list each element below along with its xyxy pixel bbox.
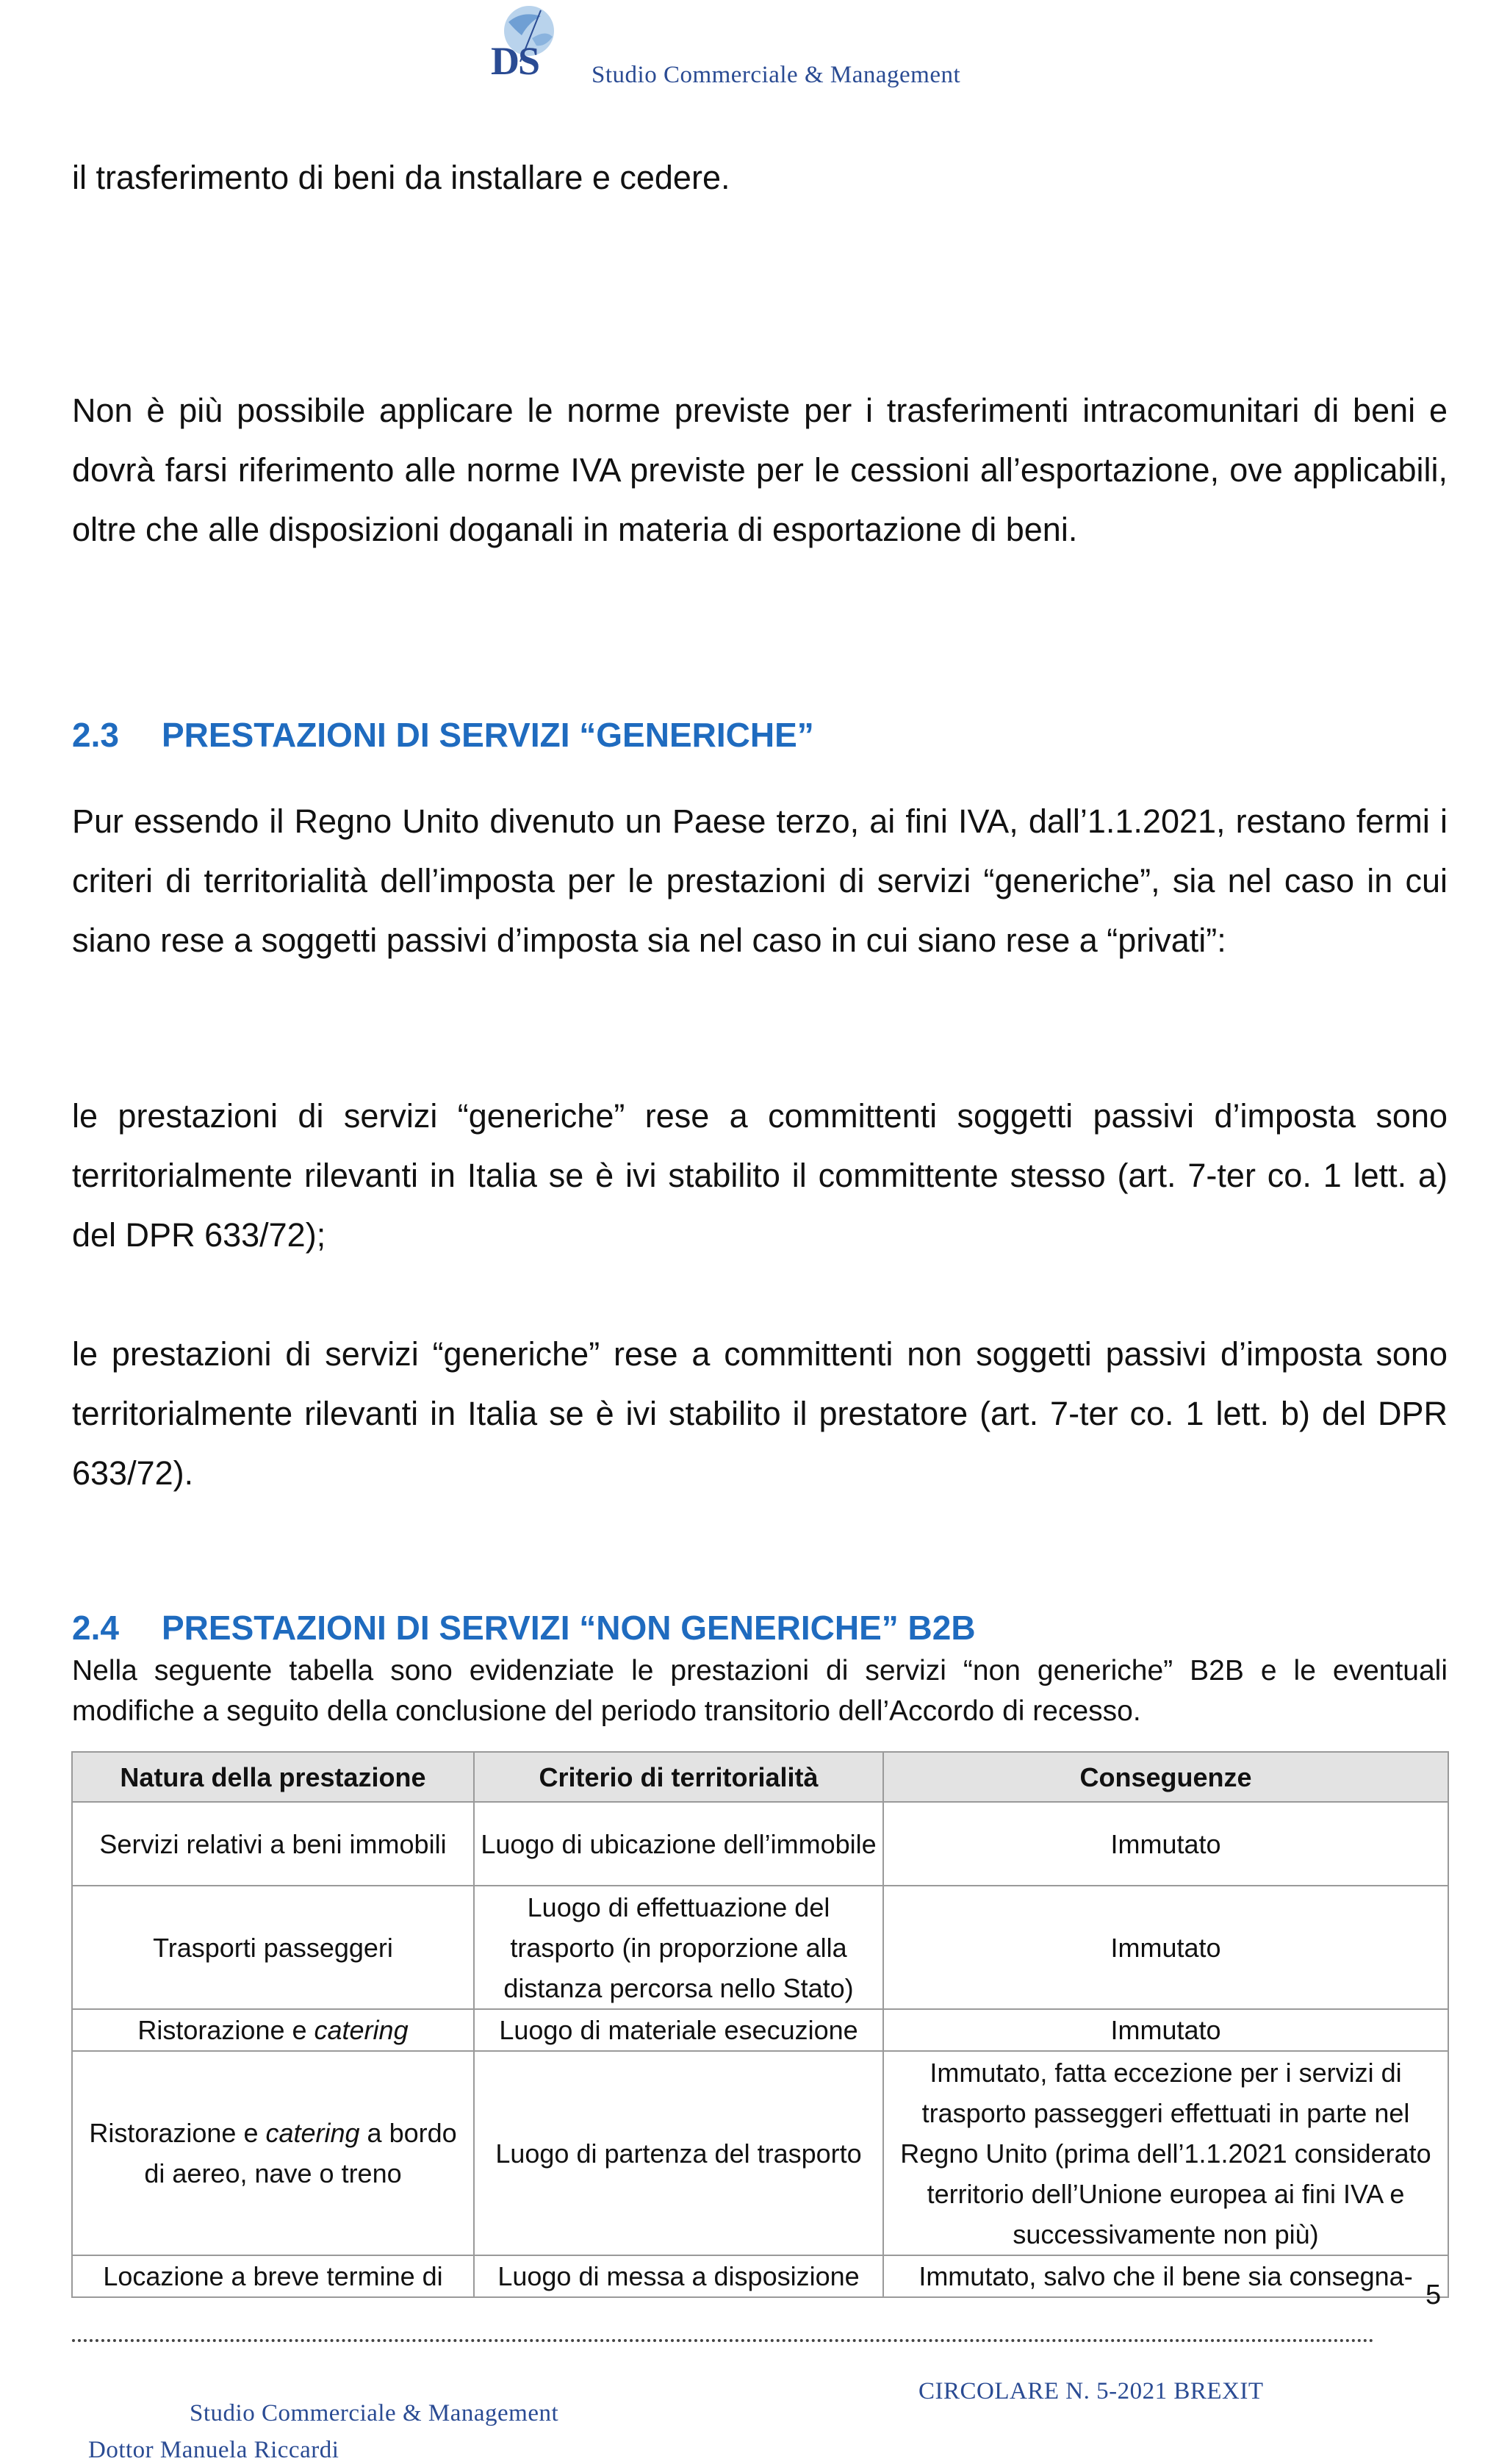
table-intro: Nella seguente tabella sono evidenziate le prestazioni di servizi “non generiche” B2B e le eventuali modifiche a seguito della conclusione del periodo transitorio dell’Accordo di recesso.	[72, 1655, 1448, 1727]
column-header: Criterio di territorialità	[474, 1752, 883, 1802]
table-row	[72, 2255, 1448, 2297]
section-number: 2.4	[72, 1609, 119, 1647]
header-firm-name: Studio Commerciale & Management	[592, 62, 961, 88]
section-heading-2-3	[72, 715, 814, 755]
cell-criterio: Luogo di materiale esecuzione	[474, 2009, 883, 2051]
table-row	[72, 1886, 1448, 2009]
cell-criterio: Luogo di effettuazione del trasporto (in proporzione alla distanza percorsa nello Stato)	[474, 1886, 883, 2009]
page-number: 5	[1425, 2280, 1442, 2310]
column-header: Natura della prestazione	[72, 1752, 474, 1802]
section-heading-2-4	[72, 1608, 976, 1648]
cell-natura: Ristorazione e catering	[72, 2009, 474, 2051]
cell-criterio: Luogo di ubicazione dell’immobile	[474, 1802, 883, 1886]
section-title: PRESTAZIONI DI SERVIZI “GENERICHE”	[162, 716, 814, 754]
cell-criterio: Luogo di partenza del trasporto	[474, 2051, 883, 2255]
footer-author: Dottor Manuela Riccardi	[88, 2437, 339, 2463]
cell-natura: Ristorazione e catering a bordo di aereo, nave o treno	[72, 2051, 474, 2255]
section-title: PRESTAZIONI DI SERVIZI “NON GENERICHE” B2B	[162, 1609, 976, 1647]
footer-firm-name: Studio Commerciale & Management	[190, 2400, 559, 2427]
cell-conseguenze: Immutato	[883, 1802, 1448, 1886]
services-table	[71, 1751, 1449, 2298]
footer-divider	[72, 2339, 1374, 2342]
logo-text: DS	[491, 39, 539, 83]
table-header-row	[72, 1752, 1448, 1802]
cell-natura: Locazione a breve termine di	[72, 2255, 474, 2297]
cell-criterio: Luogo di messa a disposizione	[474, 2255, 883, 2297]
paragraph-3: Pur essendo il Regno Unito divenuto un Paese terzo, ai fini IVA, dall’1.1.2021, restano fermi i criteri di territorialità dell’imposta per le prestazioni di servizi “generiche”, sia nel caso in cui siano rese a soggetti passivi d’imposta sia nel caso in cui siano rese a “privati”:	[72, 802, 1448, 959]
paragraph-1: il trasferimento di beni da installare e cedere.	[72, 159, 730, 196]
section-number: 2.3	[72, 716, 119, 754]
table-row	[72, 1802, 1448, 1886]
cell-conseguenze: Immutato, salvo che il bene sia consegna-	[883, 2255, 1448, 2297]
cell-conseguenze: Immutato	[883, 2009, 1448, 2051]
studio-logo	[478, 0, 580, 88]
paragraph-4: le prestazioni di servizi “generiche” rese a committenti soggetti passivi d’imposta sono territorialmente rilevanti in Italia se è ivi stabilito il committente stesso (art. 7-ter co. 1 lett. a) del DPR 633/72);	[72, 1097, 1448, 1254]
footer-circolare: CIRCOLARE N. 5-2021 BREXIT	[918, 2378, 1264, 2404]
cell-natura: Trasporti passeggeri	[72, 1886, 474, 2009]
paragraph-2: Non è più possibile applicare le norme previste per i trasferimenti intracomunitari di beni e dovrà farsi riferimento alle norme IVA previste per le cessioni all’esportazione, ove applicabili, oltre che alle disposizioni doganali in materia di esportazione di beni.	[72, 392, 1448, 548]
table-row	[72, 2051, 1448, 2255]
cell-conseguenze: Immutato, fatta eccezione per i servizi di trasporto passeggeri effettuati in parte nel Regno Unito (prima dell’1.1.2021 considerato territorio dell’Unione europea ai fini IVA e successivamente non più)	[883, 2051, 1448, 2255]
paragraph-5: le prestazioni di servizi “generiche” rese a committenti non soggetti passivi d’imposta sono territorialmente rilevanti in Italia se è ivi stabilito il prestatore (art. 7-ter co. 1 lett. b) del DPR 633/72).	[72, 1335, 1448, 1492]
column-header: Conseguenze	[883, 1752, 1448, 1802]
cell-conseguenze: Immutato	[883, 1886, 1448, 2009]
cell-natura: Servizi relativi a beni immobili	[72, 1802, 474, 1886]
table-row	[72, 2009, 1448, 2051]
